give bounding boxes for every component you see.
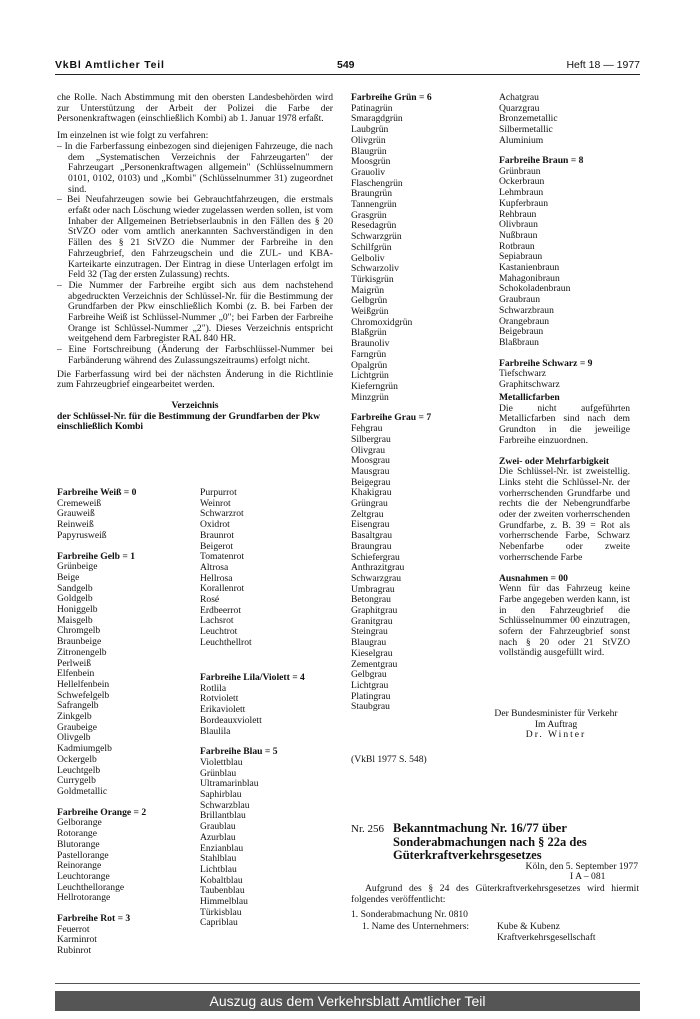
color-name: Achatgrau [499,92,539,103]
footer-rule [55,983,640,984]
color-name: Lichtblau [200,863,237,875]
color-name: Rotlila [200,682,227,694]
color-name: Türkisgrün [351,273,394,285]
color-name: Leuchtrot [200,626,238,638]
intro-paragraph: che Rolle. Nach Abstimmung mit den obersten Landesbehörden wird zur Unterstützung der Arbeit der Polizei die Farbe der Personenkraftwagen (einschließlich Kombi) ab 1. Januar 1978 erfaßt. [57,92,333,125]
color-name: Braunbeige [57,636,102,648]
color-name: Aluminium [499,134,544,146]
color-name: Reinorange [57,860,102,872]
color-name: Steingrau [351,626,388,638]
color-name: Schilfgrün [351,241,392,253]
procedure-item: – Bei Neufahrzeugen sowie bei Gebrauchtfahrzeugen, die erstmals erfaßt oder nach Löschung wieder zugelassen werden sollen, ist vom Inhaber der Allgemeinen Betriebserlaubnis in den Fällen des § 20 StVZO oder vom amtlich anerkannten Sachverständigen in den Fällen des § 21 StVZO die Nummer der Farbreihe in den Fahrzeugbrief, den Fahrzeugschein und die ZUL- und KBA-Karteikarte einzutragen. Der Eintrag in diese Unterlagen erfolgt im Feld 32 (Tag der ersten Zulassung) rechts. [57,194,333,281]
color-name: Leuchthellrot [200,636,252,648]
color-name: Laubgrün [351,124,389,136]
color-name: Platingrau [351,690,391,702]
color-name: Tiefschwarz [499,368,547,380]
color-name: Ockerbraun [499,176,545,188]
company-name: Kube & Kubenz [497,921,560,932]
color-name: Chromgelb [57,625,101,637]
color-name: Currygelb [57,775,96,787]
intro-block [57,93,333,433]
color-name: Bronzemetallic [499,113,558,125]
procedure-outro: Die Farberfassung wird bei der nächsten Änderung in die Richtlinie zum Fahrzeugbrief eingearbeitet werden. [57,368,333,391]
procedure-item: – Die Nummer der Farbreihe ergibt sich aus dem nachstehend abgedruckten Verzeichnis der Schlüssel-Nr. für die Bestimmung der Grundfarben der Pkw einschließlich Kombi (z. B. bei Farben der Farbreihe Weiß ist Schlüssel-Nummer „0"; bei Farben der Farbreihe Orange ist Schlüssel-Nummer „2"). Dieses Verzeichnis entspricht weitgehend dem Farbregister RAL 840 HR. [57,279,333,345]
color-name: Leuchtorange [57,870,110,882]
color-name: Himmelblau [200,896,248,908]
color-name: Beigegrau [351,476,391,488]
procedure-item: – Eine Fortschreibung (Änderung der Farbschlüssel-Nummer bei Farbänderung während des Zulassungszeitraums) erfolgt nicht. [57,344,333,366]
color-name: Tannengrün [351,199,397,211]
verzeichnis-title: Verzeichnis [171,399,219,411]
color-name: Hellrosa [200,572,233,584]
color-name: Minzgrün [351,391,389,403]
color-name: Schwarzgrün [351,231,402,243]
color-group-heading: Farbreihe Rot = 3 [57,913,131,925]
color-name: Feuerrot [57,923,90,935]
color-name: Papyrusweiß [57,529,107,541]
color-name: Kieferngrün [351,380,398,392]
color-name: Leuchthellorange [57,881,125,893]
color-name: Blaßbraun [499,336,539,348]
color-name: Oxidrot [200,519,230,531]
color-name: Gelbgrau [351,669,387,681]
color-name: Beigebraun [499,326,544,338]
color-name: Erdbeerrot [200,604,242,616]
color-name: Braunoliv [351,338,390,350]
color-name: Enzianblau [200,842,244,854]
color-name: Grünbeige [57,561,98,573]
color-name: Ockergelb [57,753,97,765]
color-name: Sandgelb [57,582,93,594]
color-name: Olivbraun [499,219,538,231]
color-name: Safrangelb [57,700,99,712]
color-group-heading: Farbreihe Lila/Violett = 4 [200,672,305,683]
color-name: Silbermetallic [499,124,553,136]
color-name: Braungrün [351,188,393,200]
color-name: Gelboliv [351,252,385,264]
color-name: Anthrazitgrau [351,562,405,574]
citation: (VkBl 1977 S. 548) [351,754,427,765]
color-name: Sepiabraun [499,251,543,263]
color-name: Chromoxidgrün [351,316,413,328]
color-name: Braunrot [200,529,235,541]
color-list-col4-top [499,93,639,147]
color-name: Cremeweiß [57,497,102,509]
color-name: Grüngrau [351,498,388,510]
color-name: Moosgrün [351,156,391,168]
color-list-col2-top [200,488,340,649]
color-name: Graphitschwarz [499,379,560,391]
color-name: Lehmbraun [499,187,544,199]
color-name: Bordeauxviolett [200,714,262,726]
color-group-heading: Farbreihe Weiß = 0 [57,487,137,498]
notes-block [499,393,630,659]
color-group-heading: Farbreihe Gelb = 1 [57,550,136,562]
color-name: Grauoliv [351,166,386,178]
color-name: Patinagrün [351,102,393,114]
color-name: Brillantblau [200,810,246,822]
color-name: Rotbraun [499,240,535,252]
color-group-heading: Farbreihe Schwarz = 9 [499,357,593,369]
signature-line: Der Bundesminister für Verkehr [494,708,618,719]
color-group-heading: Farbreihe Blau = 5 [200,746,278,758]
color-name: Quarzgrau [499,102,540,114]
notice-subitem-label: 1. Name des Unternehmers: [362,921,470,932]
color-name: Taubenblau [200,885,245,897]
color-name: Zementgrau [351,658,398,670]
color-name: Schiefergrau [351,551,400,563]
color-name: Grünblau [200,767,237,779]
color-name: Zinkgelb [57,711,92,723]
note-text: Die nicht aufgeführten Metallicfarben sind nach dem Grundton in die jeweilige Farbreihe einzuordnen. [499,402,630,446]
note-text: Die Schlüssel-Nr. ist zweistellig. Links steht die Schlüssel-Nr. der vorherrschenden Grundfarbe und rechts die der Nebengrundfarbe oder der zweiten vorherrschenden Grundfarbe, z. B. 39 = Rot als vorherrschende Farbe, Schwarz Nebenfarbe oder zweite vorherrschende Farbe [499,466,630,563]
color-name: Schokoladenbraun [499,283,571,295]
color-name: Tomatenrot [200,551,245,563]
color-name: Rubinrot [57,945,92,957]
color-name: Schwefelgelb [57,689,110,701]
color-name: Eisengrau [351,519,390,531]
footer-banner: Auszug aus dem Verkehrsblatt Amtlicher Teil [55,991,640,1011]
color-name: Mausgrau [351,465,390,477]
color-name: Gelbgrün [351,295,388,307]
color-list-col1 [57,488,197,957]
notice-subitem-value [497,922,596,943]
signature-line: Im Auftrag [534,718,578,730]
color-name: Moosgrau [351,455,390,467]
color-name: Honiggelb [57,604,98,616]
color-name: Betongrau [351,594,391,606]
color-name: Schwarzgrau [351,572,402,584]
color-list-col3 [351,93,491,713]
color-name: Schwarzblau [200,799,250,811]
color-name: Blaßgrün [351,327,387,339]
color-name: Grünbraun [499,165,541,177]
color-name: Saphirblau [200,789,242,801]
color-name: Rehbraun [499,208,537,220]
color-name: Weißgrün [351,306,389,318]
color-name: Azurblau [200,831,236,843]
color-name: Graublau [200,821,236,833]
color-name: Maigrün [351,284,385,296]
color-name: Graphitgrau [351,605,398,617]
color-group-heading: Farbreihe Orange = 2 [57,806,147,818]
color-name: Kadmiumgelb [57,743,112,755]
notice-ref: I A – 081 [570,871,606,882]
color-name: Smaragdgrün [351,113,403,125]
color-name: Kastanienbraun [499,262,560,274]
color-name: Schwarzrot [200,508,244,520]
color-group-heading: Farbreihe Grün = 6 [351,92,432,103]
color-name: Granitgrau [351,615,393,627]
color-group-heading: Farbreihe Braun = 8 [499,155,584,166]
color-name: Blaugrün [351,145,387,157]
color-name: Rotviolett [200,693,239,705]
color-name: Hellrotorange [57,892,111,904]
color-name: Stahlblau [200,853,237,865]
color-name: Graubeige [57,721,97,733]
color-name: Opalgrün [351,359,388,371]
color-name: Reinweiß [57,519,94,531]
color-name: Braungrau [351,540,392,552]
color-name: Maisgelb [57,614,93,626]
notice-date: Köln, den 5. September 1977 [525,861,638,872]
color-group-heading: Farbreihe Grau = 7 [351,412,432,424]
color-name: Zeltgrau [351,508,384,520]
color-name: Capriblau [200,917,238,929]
color-name: Korallenrot [200,583,245,595]
color-name: Karminrot [57,934,97,946]
color-name: Grauweiß [57,508,95,520]
color-name: Schwarzbraun [499,304,554,316]
color-name: Goldgelb [57,593,93,605]
color-name: Beige [57,571,80,583]
color-name: Blutorange [57,838,100,850]
color-name: Staubgrau [351,701,390,713]
journal-title: VkBl Amtlicher Teil [55,59,165,71]
signature-block [470,709,642,741]
color-name: Mahagonibraun [499,272,560,284]
color-name: Türkisblau [200,906,242,918]
color-list-col4 [499,156,639,391]
color-name: Silbergrau [351,433,391,445]
notice-number: Nr. 256 [351,823,384,835]
page-number: 549 [337,59,355,71]
color-name: Khakigrau [351,487,392,499]
color-name: Kobaltblau [200,874,243,886]
signature-name: Dr. Winter [525,729,587,741]
note-heading: Metallicfarben [499,392,560,403]
notice-item: 1. Sonderabmachung Nr. 0810 [351,909,468,920]
note-text: Wenn für das Fahrzeug keine Farbe angegeben werden kann, ist in den Fahrzeugbrief die Schlüsselnummer 00 einzutragen, sofern der Fahrzeugbrief sonst nach § 20 oder 21 StVZO vollständig ausgefüllt wird. [499,583,630,659]
notice-body: Aufgrund des § 24 des Güterkraftverkehrsgesetzes wird hiermit folgendes veröffentlicht: [351,883,639,905]
company-type: Kraftverkehrsgesellschaft [497,931,596,943]
color-name: Beigerot [200,540,234,552]
note-heading: Zwei- oder Mehrfarbigkeit [499,455,610,467]
color-name: Graubraun [499,294,541,306]
procedure-intro: Im einzelnen ist wie folgt zu verfahren: [57,130,209,142]
color-name: Grasgrün [351,209,387,221]
verzeichnis-subtitle: der Schlüssel-Nr. für die Bestimmung der Grundfarben der Pkw einschließlich Kombi [57,410,321,433]
color-name: Elfenbein [57,668,95,680]
color-name: Erikaviolett [200,704,246,716]
color-name: Violettblau [200,756,243,768]
color-name: Blaulila [200,725,231,737]
color-name: Ultramarinblau [200,778,259,790]
color-name: Goldmetallic [57,785,108,797]
color-name: Pastellorange [57,849,109,861]
color-name: Schwarzoliv [351,263,399,275]
color-name: Leuchtgelb [57,764,101,776]
color-name: Purpurrot [200,487,237,498]
color-name: Flaschengrün [351,177,403,189]
color-name: Weinrot [200,497,231,509]
color-list-col2 [200,673,340,929]
color-name: Olivgrau [351,444,386,456]
notice-title: Bekanntmachung Nr. 16/77 über Sonderabmachungen nach § 22a des Güterkraftverkehrsgesetzes [393,821,587,862]
color-name: Gelborange [57,817,102,829]
color-name: Rotorange [57,828,97,840]
color-name: Nußbraun [499,229,538,241]
color-name: Hellelfenbein [57,678,110,690]
color-name: Altrosa [200,561,229,573]
color-name: Olivgelb [57,732,91,744]
color-name: Fehgrau [351,423,383,435]
color-name: Lachsrot [200,615,234,627]
color-name: Kupferbraun [499,197,549,209]
color-name: Resedagrün [351,220,397,232]
page-header [55,58,640,75]
color-name: Zitronengelb [57,646,107,658]
issue-label: Heft 18 — 1977 [566,59,640,71]
color-name: Basaltgrau [351,530,393,542]
procedure-item: – In die Farberfassung einbezogen sind diejenigen Fahrzeuge, die nach dem „Systematischen Verzeichnis der Fahrzeugarten" der Fahrzeugart „Personenkraftwagen allgemein" (Schlüsselnummern 0101, 0102, 0103) und „Kombi" (Schlüsselnummer 31) zugeordnet sind. [57,140,333,195]
color-name: Umbragrau [351,583,395,595]
color-name: Olivgrün [351,134,386,146]
color-name: Farngrün [351,348,387,360]
color-name: Orangebraun [499,315,550,327]
note-heading: Ausnahmen = 00 [499,572,568,584]
color-name: Kieselgrau [351,647,393,659]
color-name: Lichtgrau [351,679,389,691]
color-name: Perlweiß [57,657,92,669]
color-name: Blaugrau [351,637,387,649]
color-name: Rosé [200,594,220,606]
color-name: Lichtgrün [351,370,389,382]
